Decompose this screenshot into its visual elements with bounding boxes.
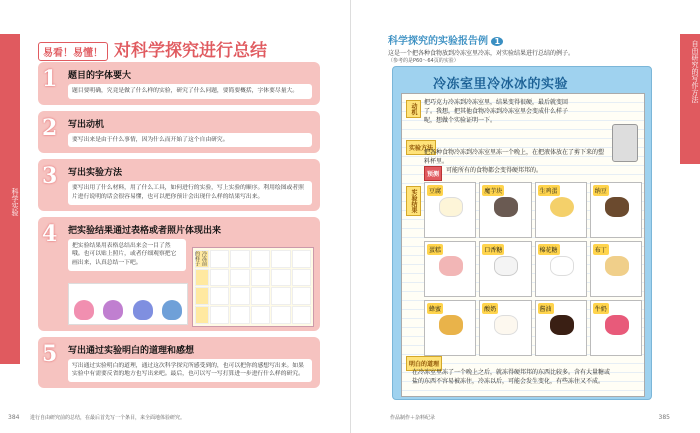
page-number-right: 385 (658, 414, 670, 421)
page-title: 对科学探究进行总结 (114, 41, 267, 61)
step-body: 要写出来是由于什么事情，因为什么而开始了这个自由研究。 (68, 133, 312, 148)
step-title: 写出实验方法 (68, 168, 123, 179)
pudding-photo (605, 256, 629, 276)
result-cell (535, 182, 587, 238)
food-label: 酸奶 (482, 303, 498, 314)
mini-cell (210, 306, 229, 324)
left-title-row (38, 36, 267, 61)
food-label: 酱油 (538, 303, 554, 314)
mini-cell (271, 269, 290, 287)
cup-photo (74, 300, 94, 320)
result-cell (535, 300, 587, 356)
sample-result-table (192, 247, 314, 327)
right-footer: 作品制作＋杂料纪录 (390, 415, 436, 421)
predict-text: 可能所有的食物都会变得硬邦邦的。 (446, 167, 543, 174)
step-body: 写出通过实验明白的道理，通过这次科学探究所感受到的，也可以把你的感想写出来。如果实验中有需要反省的地方也写出来吧。最后，也可以写一写打算进一步进行什么样的研究。 (68, 359, 312, 382)
freezer-icon (612, 124, 638, 162)
result-cell (424, 182, 476, 238)
method-label: 实验方法 (406, 140, 436, 155)
mini-table-label-spacer (195, 306, 209, 324)
mini-cell (251, 306, 270, 324)
honey-photo (439, 315, 463, 335)
step-number: 1 (42, 66, 58, 92)
result-cell (590, 241, 642, 297)
page-number-left: 384 (8, 414, 20, 421)
result-cell (479, 182, 531, 238)
results-label: 实验结果 (406, 186, 421, 216)
mini-cell (271, 287, 290, 305)
results-grid (424, 182, 642, 356)
predict-label: 预测 (424, 166, 442, 181)
food-label: 纳豆 (593, 185, 609, 196)
result-cell (535, 241, 587, 297)
mini-cell (230, 269, 249, 287)
step-body: 把实验结果用表格总结出来会一目了然哦。也可以贴上照片，或者仔细观察把它画出来，认真总结一下吧。 (68, 239, 186, 271)
step-title: 写出动机 (68, 119, 105, 130)
step-number: 2 (42, 114, 58, 141)
step-title: 把实验结果通过表格或者照片体现出来 (68, 225, 222, 236)
notebook-title: 冷冻室里冷冰冰的实验 (433, 77, 569, 92)
step-number: 3 (42, 163, 58, 190)
result-cell (479, 300, 531, 356)
step-body: 题目要明确，究竟是做了什么样的实验，研究了什么问题，要简要概括，字体要尽量大。 (68, 84, 312, 99)
yogurt-photo (494, 315, 518, 335)
result-cell (424, 241, 476, 297)
motive-text: 把巧克力冷冻到冷冻室里，结果变得很硬，最后就变回了。我想，把其他食物冷冻到冷冻室里会变成什么样子呢，想做个实验证明一下。 (424, 99, 569, 124)
egg-photo (550, 197, 574, 217)
soy-sauce-photo (550, 315, 574, 335)
right-side-tab: 自由研究的写作方法 (680, 34, 700, 164)
food-label: 魔芋块 (482, 185, 504, 196)
easy-badge: 易看！易懂！ (38, 42, 108, 61)
left-footer: 进行自由研究前的总结，在最后首先写一个条目，来全面地体验研究。 (30, 415, 186, 421)
steps-list (38, 62, 320, 394)
result-cell (424, 300, 476, 356)
food-label: 蛋糕 (427, 244, 443, 255)
conclusion-label: 明白的道理 (406, 356, 442, 371)
mini-table-label-spacer (195, 269, 209, 287)
notebook-paper (401, 93, 645, 397)
mini-cell (292, 306, 311, 324)
food-label: 棉花糖 (538, 244, 560, 255)
cake-photo (439, 256, 463, 276)
mini-cell (210, 250, 229, 268)
food-label: 布丁 (593, 244, 609, 255)
conclusion-text: 在冷冻室里冻了一个晚上之后，就冻得硬邦邦的东西比较多。含有大量糖或盐的东西不容易被冻住，冷冻以后，可能会发生变化，有些冻住又不成。 (412, 369, 611, 385)
method-text: 把各种食物冷冻到冷冻室里冻一个晚上，在把液体放在了剪下来的塑料杯里。 (424, 149, 605, 165)
motive-label: 动机 (406, 100, 421, 118)
report-header (388, 32, 503, 47)
mini-cell (230, 287, 249, 305)
mini-cell (271, 306, 290, 324)
result-cell (590, 300, 642, 356)
food-label: 蜂蜜 (427, 303, 443, 314)
report-description: 这是一个把各种食物放到冷冻室里冷冻，对实验结果进行总结的例子。 (388, 50, 575, 57)
cup-photo (103, 300, 123, 320)
step-body: 要写出用了什么材料，用了什么工具，如何进行的实验，写上实验的顺序。利用绘图或者照片进行说明的话会很容易懂，也可以把你预计会出现什么样的结果写出来。 (68, 181, 312, 204)
step-title: 题目的字体要大 (68, 71, 132, 81)
konjac-photo (494, 197, 518, 217)
report-number-badge: 1 (491, 37, 503, 46)
step-5 (38, 337, 320, 388)
mini-cell (292, 250, 311, 268)
natto-photo (605, 197, 629, 217)
mini-cell (292, 287, 311, 305)
result-cell (479, 241, 531, 297)
report-reference: （参考的是P60～64页的实验） (388, 58, 459, 64)
experiment-photo (68, 283, 188, 325)
food-label: 豆腐 (427, 185, 443, 196)
milk-photo (605, 315, 629, 335)
left-side-tab: 科学实验 (0, 34, 20, 364)
result-cell (590, 182, 642, 238)
step-number: 5 (42, 340, 58, 367)
step-1 (38, 62, 320, 105)
mini-cell (251, 269, 270, 287)
mini-cell (251, 250, 270, 268)
step-3 (38, 159, 320, 210)
mini-cell (292, 269, 311, 287)
report-header-text: 科学探究的实验报告例 (388, 36, 488, 47)
food-label: 生鸡蛋 (538, 185, 560, 196)
step-2 (38, 111, 320, 154)
step-title: 写出通过实验明白的道理和感想 (68, 345, 195, 356)
cup-photo (162, 300, 182, 320)
food-label: 牛奶 (593, 303, 609, 314)
mini-cell (271, 250, 290, 268)
step-number: 4 (42, 220, 58, 247)
mini-cell (210, 269, 229, 287)
food-label: 口香糖 (482, 244, 504, 255)
tofu-photo (439, 197, 463, 217)
mini-cell (251, 287, 270, 305)
step-4 (38, 217, 320, 331)
mini-cell (230, 250, 249, 268)
gum-photo (494, 256, 518, 276)
mini-cell (230, 306, 249, 324)
mini-table-label: 冷冻前的样子 (194, 251, 207, 267)
mini-cell (210, 287, 229, 305)
marshmallow-photo (550, 256, 574, 276)
report-notebook (392, 66, 652, 400)
mini-table-label-spacer (195, 287, 209, 305)
cup-photo (133, 300, 153, 320)
